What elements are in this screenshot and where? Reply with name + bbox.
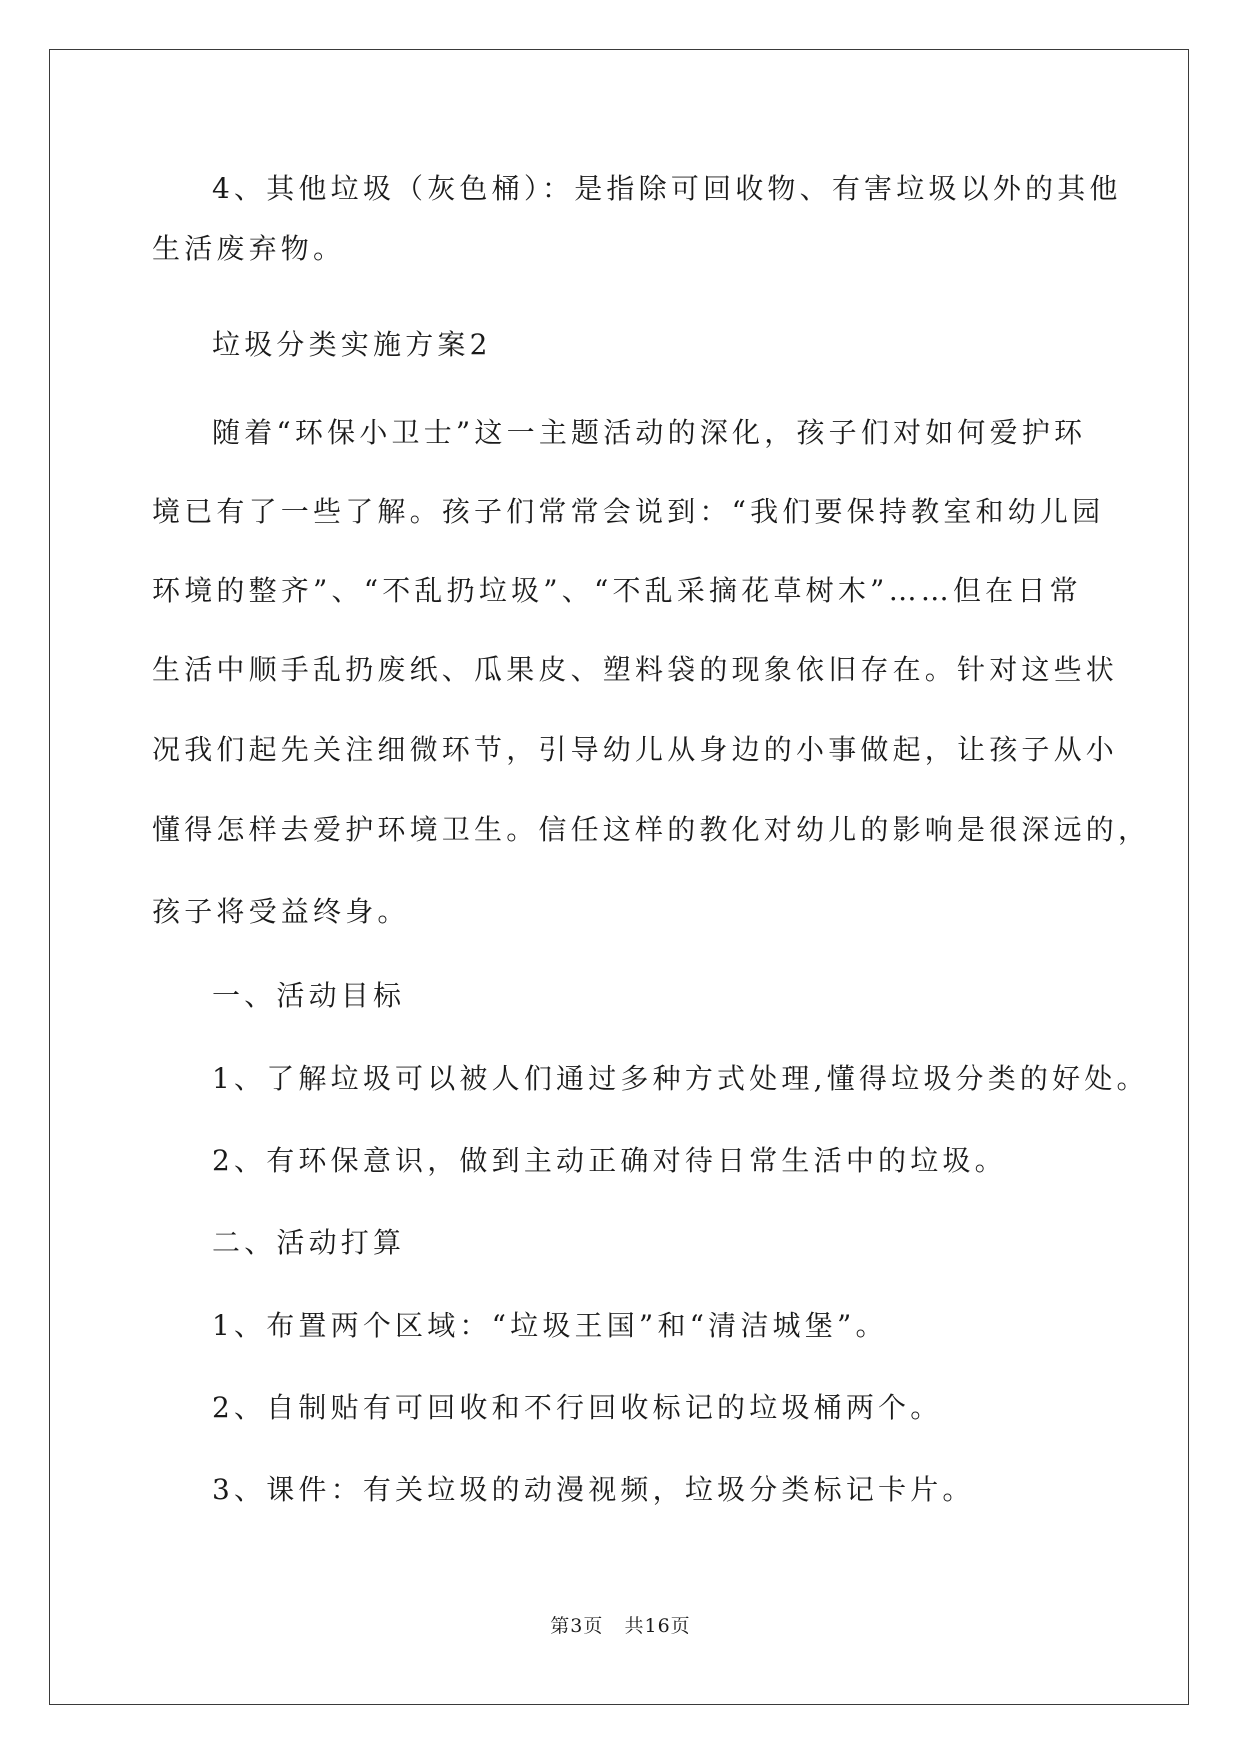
body-line: 生活中顺手乱扔废纸、瓜果皮、塑料袋的现象依旧存在。针对这些状 bbox=[152, 653, 1119, 686]
body-line: 况我们起先关注细微环节，引导幼儿从身边的小事做起，让孩子从小 bbox=[152, 733, 1119, 766]
list-item: 1、布置两个区域：“垃圾王国”和“清洁城堡”。 bbox=[212, 1309, 888, 1342]
list-item: 1、了解垃圾可以被人们通过多种方式处理,懂得垃圾分类的好处。 bbox=[212, 1062, 1149, 1095]
body-line: 孩子将受益终身。 bbox=[152, 895, 410, 928]
body-line: 环境的整齐”、“不乱扔垃圾”、“不乱采摘花草树木”……但在日常 bbox=[152, 574, 1082, 607]
list-item: 2、自制贴有可回收和不行回收标记的垃圾桶两个。 bbox=[212, 1391, 943, 1424]
list-item: 2、有环保意识，做到主动正确对待日常生活中的垃圾。 bbox=[212, 1144, 1007, 1177]
body-line: 懂得怎样去爱护环境卫生。信任这样的教化对幼儿的影响是很深远的， bbox=[152, 813, 1151, 846]
page-number-footer: 第3页 共16页 bbox=[550, 1615, 691, 1637]
section-heading: 垃圾分类实施方案2 bbox=[212, 328, 492, 361]
body-line: 随着“环保小卫士”这一主题活动的深化，孩子们对如何爱护环 bbox=[212, 416, 1087, 449]
section-heading: 一、活动目标 bbox=[212, 979, 406, 1012]
list-item: 3、课件：有关垃圾的动漫视频，垃圾分类标记卡片。 bbox=[212, 1473, 975, 1506]
body-line: 境已有了一些了解。孩子们常常会说到：“我们要保持教室和幼儿园 bbox=[152, 495, 1105, 528]
section-heading: 二、活动打算 bbox=[212, 1226, 406, 1259]
body-line: 4、其他垃圾（灰色桶）：是指除可回收物、有害垃圾以外的其他 bbox=[212, 172, 1122, 205]
body-line: 生活废弃物。 bbox=[152, 232, 346, 265]
page-border bbox=[49, 49, 1189, 1705]
